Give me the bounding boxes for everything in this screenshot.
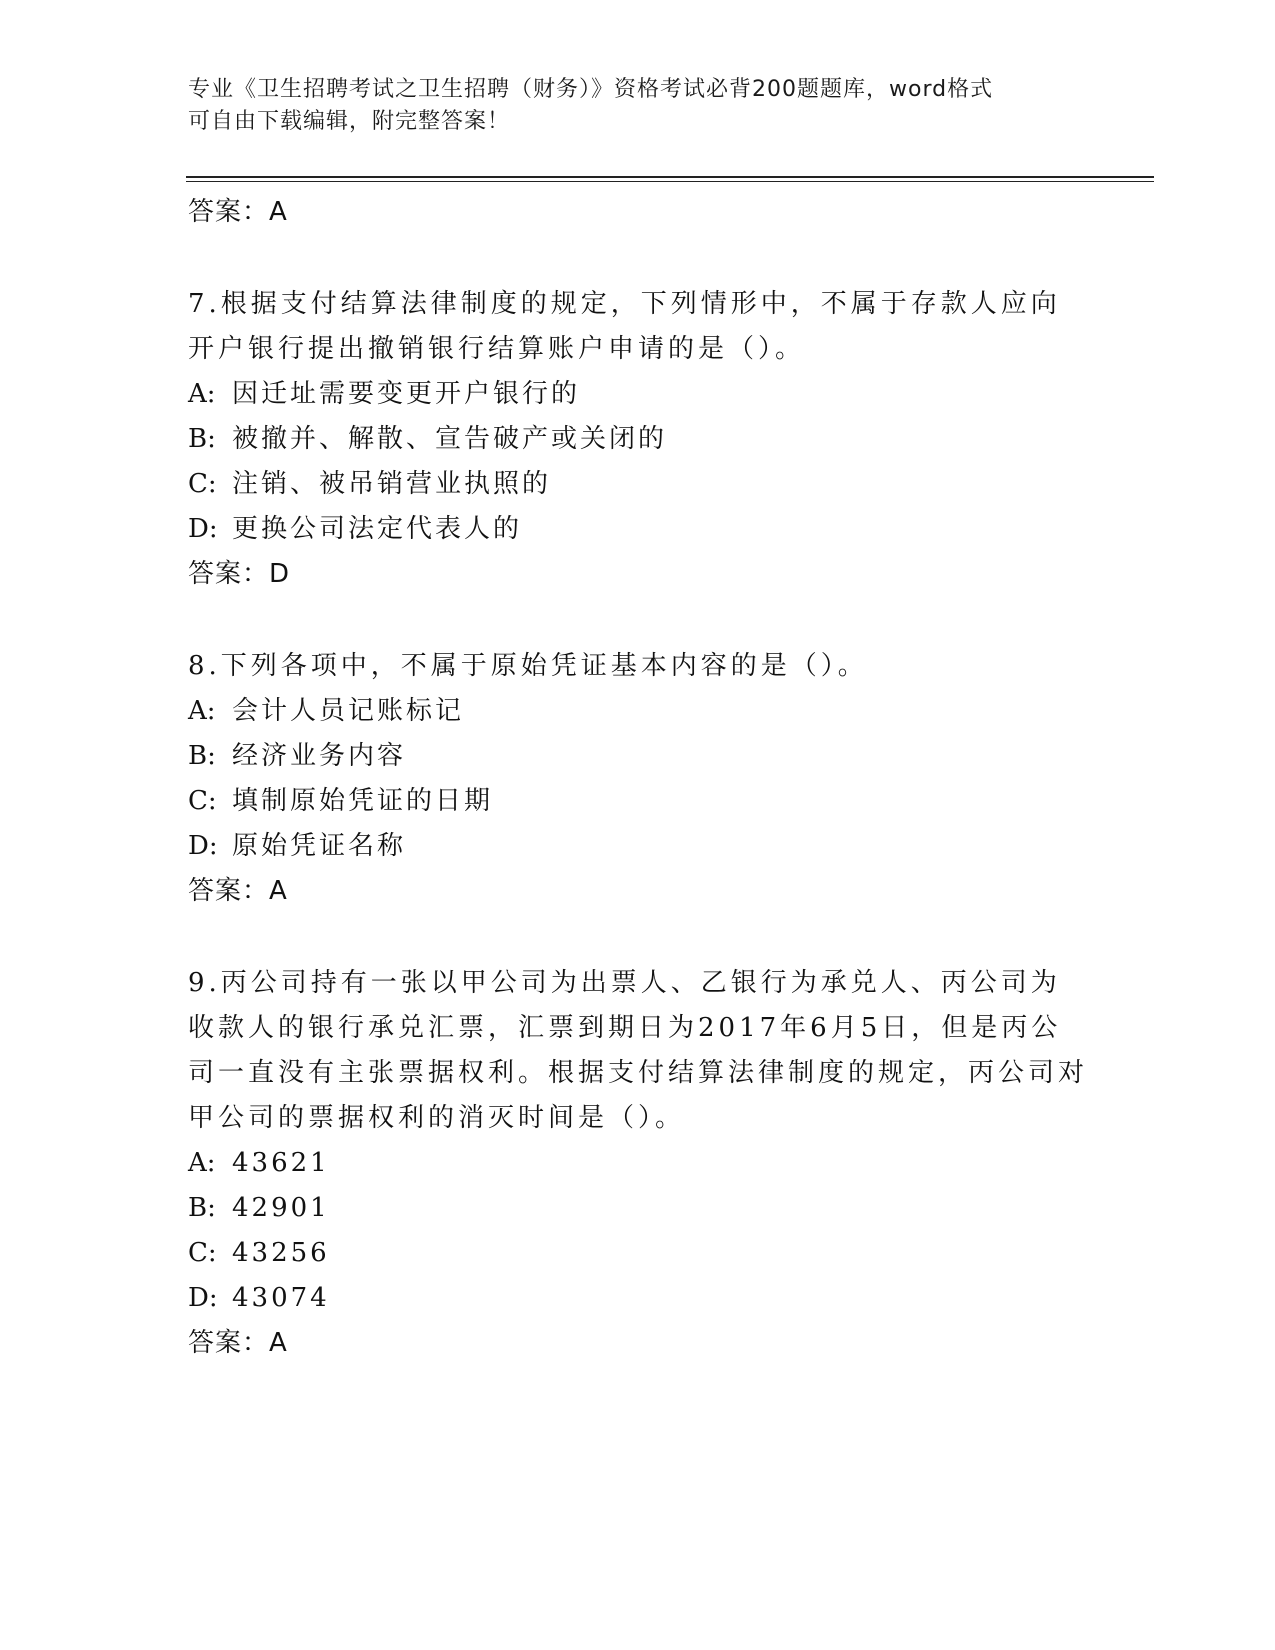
option-b (188, 1186, 1088, 1231)
option-b (188, 734, 1088, 779)
option-text: 42901 (232, 1193, 330, 1223)
option-c (188, 779, 1088, 824)
header-line-1: 专业《卫生招聘考试之卫生招聘（财务）》资格考试必背200题题库，word格式 (188, 77, 994, 102)
option-key: C: (188, 1238, 217, 1268)
question-block (188, 644, 1088, 913)
option-key: C: (188, 469, 217, 499)
option-text: 因迁址需要变更开户银行的 (232, 379, 581, 409)
option-text: 更换公司法定代表人的 (232, 514, 523, 544)
answer-line: 答案：A (188, 1328, 288, 1358)
option-text: 填制原始凭证的日期 (232, 786, 494, 816)
option-key: B: (188, 424, 216, 454)
option-text: 会计人员记账标记 (232, 696, 465, 726)
option-text: 43074 (232, 1283, 330, 1313)
question-stem: 7.根据支付结算法律制度的规定，下列情形中，不属于存款人应向开户银行提出撤销银行结算账户申请的是（）。 (188, 289, 1061, 364)
option-key: D: (188, 831, 218, 861)
option-a (188, 372, 1088, 417)
header-line-2: 可自由下载编辑，附完整答案！ (188, 109, 511, 134)
question-stem: 9.丙公司持有一张以甲公司为出票人、乙银行为承兑人、丙公司为收款人的银行承兑汇票，汇票到期日为2017年6月5日，但是丙公司一直没有主张票据权利。根据支付结算法律制度的规定，丙公司对甲公司的票据权利的消灭时间是（）。 (188, 968, 1089, 1133)
option-text: 注销、被吊销营业执照的 (232, 469, 552, 499)
option-d (188, 1276, 1088, 1321)
header-divider-thin (186, 181, 1154, 182)
option-text: 原始凭证名称 (232, 831, 407, 861)
option-key: A: (188, 696, 216, 726)
question-stem: 8.下列各项中，不属于原始凭证基本内容的是（）。 (188, 651, 868, 681)
option-c (188, 462, 1088, 507)
option-a (188, 689, 1088, 734)
question-block (188, 282, 1088, 596)
option-c (188, 1231, 1088, 1276)
question-block (188, 961, 1088, 1365)
option-text: 被撤并、解散、宣告破产或关闭的 (232, 424, 668, 454)
answer-line: 答案：A (188, 876, 288, 906)
spacer (188, 596, 1088, 644)
option-a (188, 1141, 1088, 1186)
option-key: A: (188, 379, 216, 409)
option-d (188, 507, 1088, 552)
option-key: B: (188, 1193, 216, 1223)
spacer (188, 913, 1088, 961)
option-b (188, 417, 1088, 462)
option-text: 43621 (232, 1148, 330, 1178)
spacer (188, 234, 1088, 282)
answer-line: 答案：D (188, 559, 291, 589)
option-key: C: (188, 786, 217, 816)
option-text: 43256 (232, 1238, 330, 1268)
header-divider-thick (186, 176, 1154, 178)
option-key: B: (188, 741, 216, 771)
option-text: 经济业务内容 (232, 741, 407, 771)
option-key: A: (188, 1148, 216, 1178)
option-key: D: (188, 1283, 218, 1313)
answer-line: 答案：A (188, 197, 288, 227)
document-header (188, 74, 1068, 138)
document-body (188, 190, 1088, 1365)
option-key: D: (188, 514, 218, 544)
option-d (188, 824, 1088, 869)
